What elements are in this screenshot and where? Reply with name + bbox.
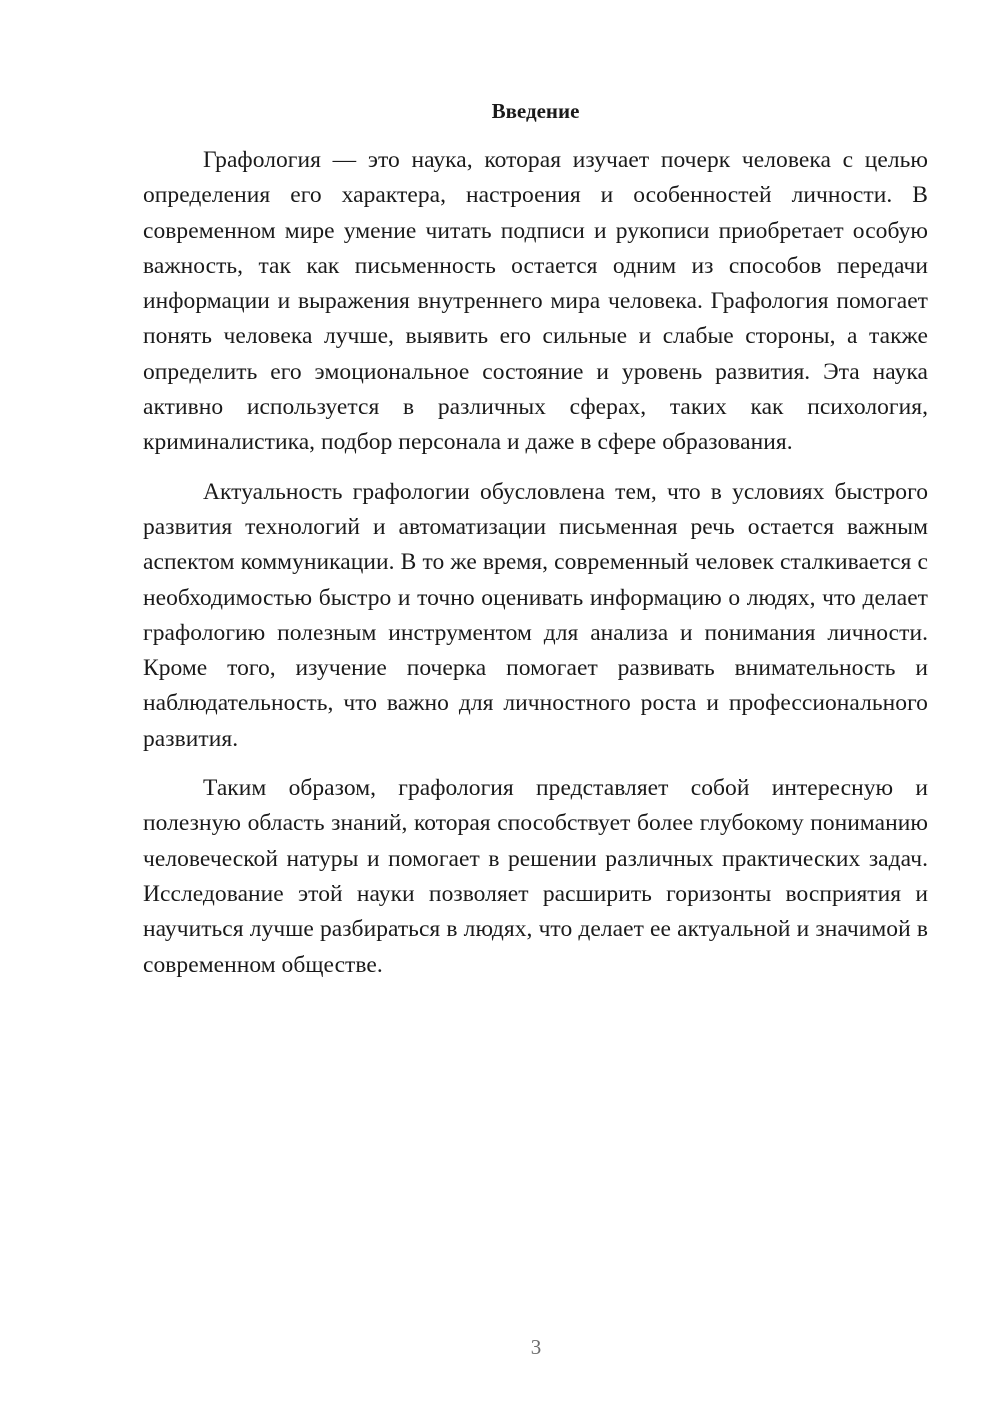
body-text (143, 143, 928, 997)
page-number: 3 (530, 1335, 542, 1359)
paragraph-2: Актуальность графологии обусловлена тем, что в условиях быстрого развития технологий и автоматизации письменная речь остается важным аспектом коммуникации. В то же время, современный человек сталкивается с необходимостью быстро и точно оценивать информацию о людях, что делает графологию полезным инструментом для анализа и понимания личности. Кроме того, изучение почерка помогает развивать внимательность и наблюдательность, что важно для личностного роста и профессионального развития. (143, 478, 928, 752)
paragraph-3: Таким образом, графология представляет собой интересную и полезную область знаний, которая способствует более глубокому пониманию человеческой натуры и помогает в решении различных практических задач. Исследование этой науки позволяет расширить горизонты восприятия и научиться лучше разбираться в людях, что делает ее актуальной и значимой в современном обществе. (143, 775, 928, 978)
paragraph-1: Графология — это наука, которая изучает почерк человека с целью определения его характера, настроения и особенностей личности. В современном мире умение читать подписи и рукописи приобретает особую важность, так как письменность остается одним из способов передачи информации и выражения внутреннего мира человека. Графология помогает понять человека лучше, выявить его сильные и слабые стороны, а также определить его эмоциональное состояние и уровень развития. Эта наука активно используется в различных сферах, таких как психология, криминалистика, подбор персонала и даже в сфере образования. (143, 147, 928, 456)
section-heading: Введение (491, 99, 580, 123)
